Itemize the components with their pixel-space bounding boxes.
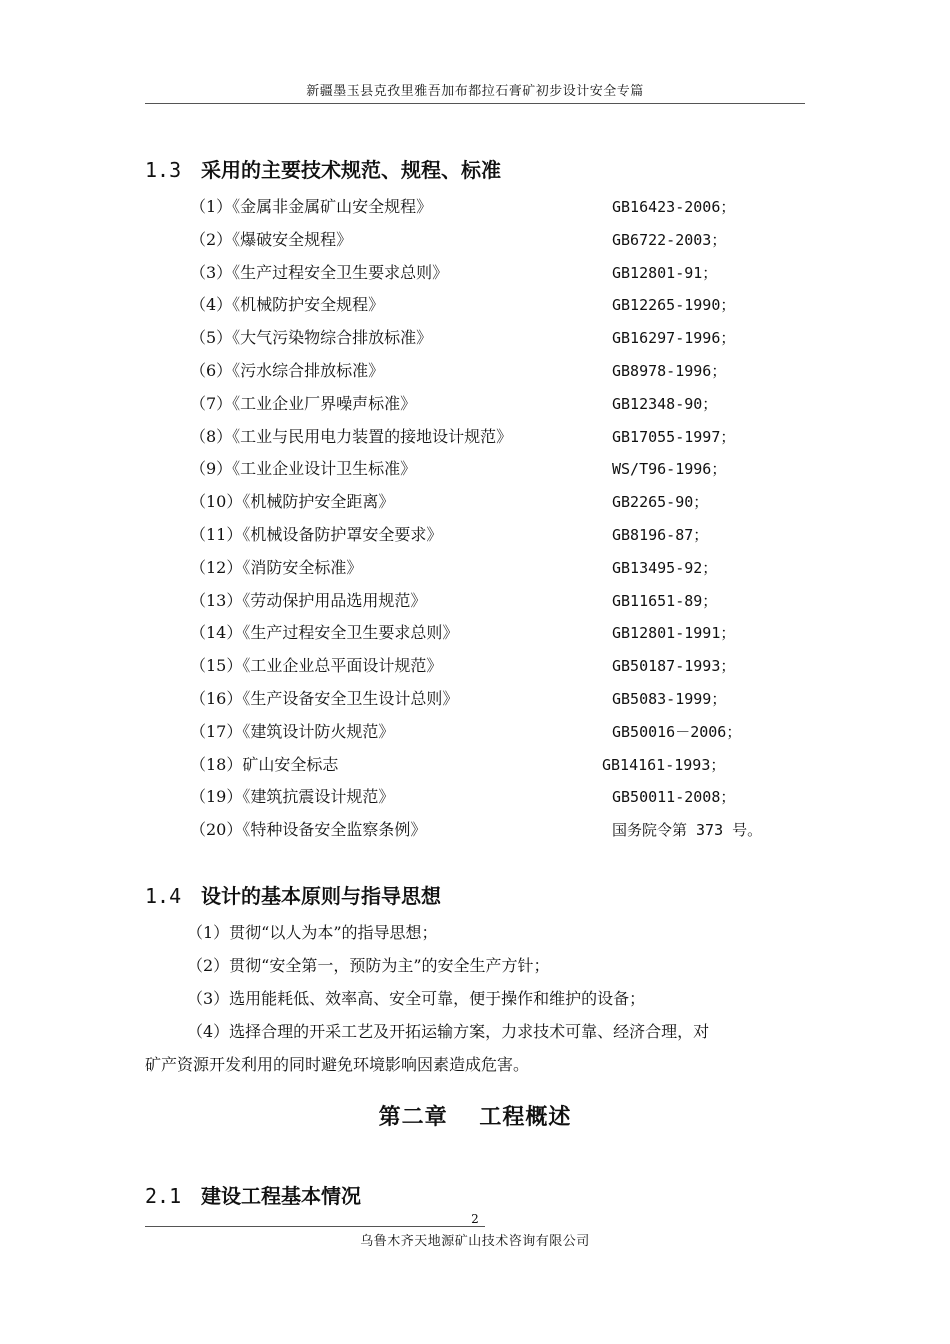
reference-list: [190, 196, 790, 852]
principle-item: （1）贯彻“以人为本”的指导思想；: [187, 923, 438, 942]
reference-label: （9）《工业企业设计卫生标准》: [190, 459, 417, 479]
reference-code: GB6722-2003；: [612, 230, 727, 249]
reference-code: GB16423-2006；: [612, 198, 736, 216]
reference-label: （4）《机械防护安全规程》: [190, 295, 385, 315]
section-number: 1.3: [145, 158, 182, 182]
reference-label: （17）《建筑设计防火规范》: [190, 721, 395, 741]
reference-code: 国务院令第 373 号。: [612, 821, 763, 840]
page-number: 2: [471, 1212, 479, 1226]
reference-label: （8）《工业与民用电力装置的接地设计规范》: [190, 426, 513, 446]
reference-item: [190, 655, 790, 688]
reference-label: （12）《消防安全标准》: [190, 557, 363, 577]
reference-code: GB12801-91；: [612, 263, 718, 282]
running-header: 新疆墨玉县克孜里雅吾加布都拉石膏矿初步设计安全专篇: [306, 84, 644, 99]
reference-item: [190, 327, 790, 360]
reference-label: （18）矿山安全标志: [190, 754, 339, 774]
reference-item: [190, 458, 790, 491]
reference-item: [190, 786, 790, 819]
reference-label: （19）《建筑抗震设计规范》: [190, 787, 395, 807]
header-rule: [145, 103, 805, 104]
reference-item: [190, 294, 790, 327]
reference-label: （7）《工业企业厂界噪声标准》: [190, 393, 417, 413]
reference-item: [190, 360, 790, 393]
reference-label: （2）《爆破安全规程》: [190, 229, 353, 249]
principle-item: （2）贯彻“安全第一，预防为主”的安全生产方针；: [187, 956, 550, 975]
reference-item: [190, 557, 790, 590]
reference-label: （5）《大气污染物综合排放标准》: [190, 328, 433, 348]
reference-label: （10）《机械防护安全距离》: [190, 492, 395, 512]
reference-label: （16）《生产设备安全卫生设计总则》: [190, 688, 459, 708]
reference-code: GB11651-89；: [612, 591, 718, 610]
reference-code: GB2265-90；: [612, 493, 709, 512]
reference-item: [190, 754, 790, 787]
section-heading-1-4: [145, 880, 441, 909]
reference-code: WS/T96-1996；: [612, 460, 727, 479]
reference-label: （20）《特种设备安全监察条例》: [190, 820, 427, 840]
reference-item: [190, 229, 790, 262]
reference-code: GB50011-2008；: [612, 788, 736, 807]
section-title: 建设工程基本情况: [201, 1184, 361, 1208]
principle-item: （3）选用能耗低、效率高、安全可靠，便于操作和维护的设备；: [187, 989, 646, 1008]
reference-code: GB12348-90；: [612, 394, 718, 413]
reference-item: [190, 491, 790, 524]
section-title: 采用的主要技术规范、规程、标准: [201, 158, 501, 182]
reference-code: GB8196-87；: [612, 525, 709, 544]
principle-item: （4）选择合理的开采工艺及开拓运输方案，力求技术可靠、经济合理，对: [187, 1022, 710, 1041]
section-number: 2.1: [145, 1184, 182, 1208]
reference-item: [190, 196, 790, 229]
reference-item: [190, 590, 790, 623]
reference-label: （1）《金属非金属矿山安全规程》: [190, 197, 433, 216]
reference-item: [190, 819, 790, 852]
chapter-title: 第二章 工程概述: [378, 1105, 572, 1130]
footer-rule: [145, 1226, 485, 1227]
principles-list: [145, 922, 805, 1087]
running-footer: 乌鲁木齐天地源矿山技术咨询有限公司: [360, 1234, 590, 1249]
reference-code: GB16297-1996；: [612, 329, 736, 348]
reference-code: GB12265-1990；: [612, 296, 736, 315]
principle-item-continuation: 矿产资源开发利用的同时避免环境影响因素造成危害。: [145, 1055, 530, 1074]
reference-item: [190, 426, 790, 459]
section-heading-1-3: [145, 154, 501, 183]
reference-label: （6）《污水综合排放标准》: [190, 360, 385, 380]
reference-code: GB13495-92；: [612, 558, 718, 577]
reference-label: （13）《劳动保护用品选用规范》: [190, 590, 427, 610]
reference-item: [190, 524, 790, 557]
section-heading-2-1: [145, 1180, 361, 1209]
reference-code: GB50016－2006；: [612, 722, 742, 741]
reference-item: [190, 393, 790, 426]
reference-label: （11）《机械设备防护罩安全要求》: [190, 524, 443, 544]
reference-item: [190, 688, 790, 721]
reference-code: GB14161-1993；: [602, 755, 726, 774]
section-title: 设计的基本原则与指导思想: [201, 884, 441, 908]
reference-code: GB50187-1993；: [612, 657, 736, 676]
section-number: 1.4: [145, 884, 182, 908]
reference-label: （14）《生产过程安全卫生要求总则》: [190, 623, 459, 643]
reference-code: GB17055-1997；: [612, 427, 736, 446]
reference-code: GB12801-1991；: [612, 624, 736, 643]
reference-label: （3）《生产过程安全卫生要求总则》: [190, 262, 449, 282]
reference-label: （15）《工业企业总平面设计规范》: [190, 656, 443, 676]
reference-code: GB5083-1999；: [612, 689, 727, 708]
reference-item: [190, 721, 790, 754]
reference-item: [190, 262, 790, 295]
reference-code: GB8978-1996；: [612, 361, 727, 380]
reference-item: [190, 622, 790, 655]
